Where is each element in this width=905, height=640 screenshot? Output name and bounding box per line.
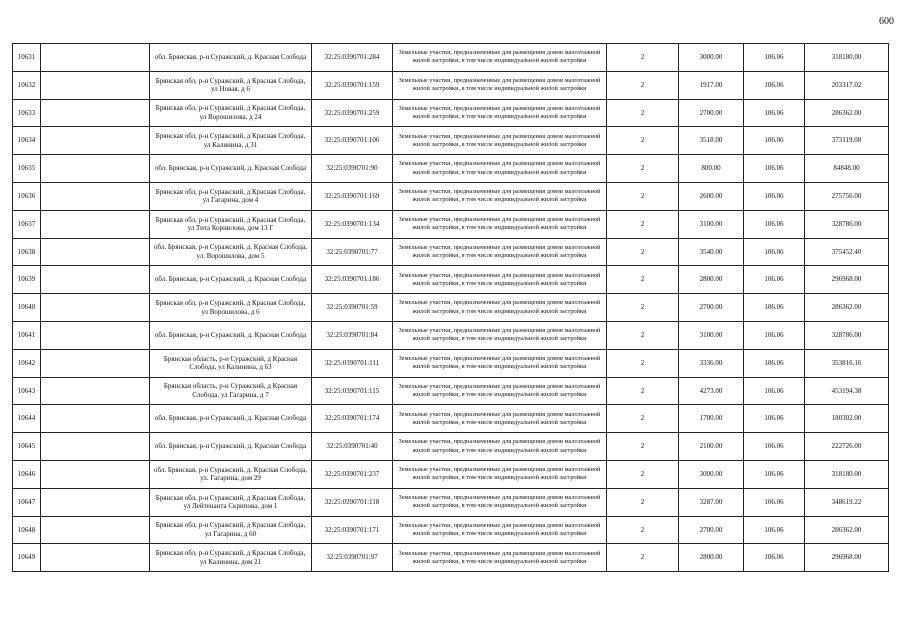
land-purpose-cell: Земельные участки, предназначенные для размещения домов малоэтажной жилой застройки, в том числе индивидуальной жилой застройки <box>393 433 607 461</box>
row-number-cell: 10642 <box>13 349 41 377</box>
spacer-cell <box>41 155 150 183</box>
cadastral-value-cell: 180302.00 <box>805 405 889 433</box>
cadastral-number-cell: 32:25:0390701:159 <box>312 71 393 99</box>
area-cell: 3100.00 <box>679 210 744 238</box>
address-cell: Брянская обл, р-н Суражский, д Красная Слобода, ул Гагарина, дом 4 <box>150 182 312 210</box>
land-purpose-cell: Земельные участки, предназначенные для размещения домов малоэтажной жилой застройки, в том числе индивидуальной жилой застройки <box>393 127 607 155</box>
table-row <box>13 266 889 294</box>
land-purpose-cell: Земельные участки, предназначенные для размещения домов малоэтажной жилой застройки, в том числе индивидуальной жилой застройки <box>393 238 607 266</box>
cadastral-value-cell: 275756.00 <box>805 182 889 210</box>
row-number-cell: 10636 <box>13 182 41 210</box>
cadastral-value-cell: 318180.00 <box>805 460 889 488</box>
cadastral-number-cell: 32:25:0390701:77 <box>312 238 393 266</box>
land-purpose-cell: Земельные участки, предназначенные для размещения домов малоэтажной жилой застройки, в том числе индивидуальной жилой застройки <box>393 488 607 516</box>
cadastral-value-cell: 353816.16 <box>805 349 889 377</box>
group-cell: 2 <box>607 405 679 433</box>
table-row <box>13 210 889 238</box>
row-number-cell: 10633 <box>13 99 41 127</box>
address-cell: Брянская обл, р-н Суражский, д Красная Слобода, ул Лейтенанта Скрипова, дом 1 <box>150 488 312 516</box>
cadastral-number-cell: 32:25:0390701:59 <box>312 294 393 322</box>
area-cell: 3518.00 <box>679 127 744 155</box>
table-row <box>13 433 889 461</box>
spacer-cell <box>41 321 150 349</box>
row-number-cell: 10643 <box>13 377 41 405</box>
area-cell: 2700.00 <box>679 516 744 544</box>
cadastral-value-cell: 375452.40 <box>805 238 889 266</box>
address-cell: обл. Брянская, р-н Суражский, д. Красная Слобода <box>150 433 312 461</box>
address-cell: обл. Брянская, р-н Суражский, д. Красная Слобода <box>150 155 312 183</box>
cadastral-value-cell: 296968.00 <box>805 544 889 572</box>
address-cell: Брянская область, р-н Суражский, д Красная Слобода, ул Гагарина, д 7 <box>150 377 312 405</box>
table-row <box>13 488 889 516</box>
spacer-cell <box>41 238 150 266</box>
area-cell: 2700.00 <box>679 99 744 127</box>
table-row <box>13 99 889 127</box>
rate-cell: 106.06 <box>744 44 805 72</box>
group-cell: 2 <box>607 155 679 183</box>
spacer-cell <box>41 266 150 294</box>
table-row <box>13 182 889 210</box>
land-purpose-cell: Земельные участки, предназначенные для размещения домов малоэтажной жилой застройки, в том числе индивидуальной жилой застройки <box>393 516 607 544</box>
rate-cell: 106.06 <box>744 266 805 294</box>
area-cell: 3000.00 <box>679 460 744 488</box>
table-row <box>13 460 889 488</box>
area-cell: 3100.00 <box>679 321 744 349</box>
spacer-cell <box>41 71 150 99</box>
rate-cell: 106.06 <box>744 544 805 572</box>
land-purpose-cell: Земельные участки, предназначенные для размещения домов малоэтажной жилой застройки, в том числе индивидуальной жилой застройки <box>393 182 607 210</box>
area-cell: 2100.00 <box>679 433 744 461</box>
rate-cell: 106.06 <box>744 377 805 405</box>
table-body <box>13 44 889 572</box>
address-cell: обл. Брянская, р-н Суражский, д. Красная Слобода, ул. Гагарина, дом 29 <box>150 460 312 488</box>
address-cell: Брянская обл, р-н Суражский, д Красная Слобода, ул Калинина, д 31 <box>150 127 312 155</box>
table-row <box>13 294 889 322</box>
cadastral-number-cell: 32:25:0390701:118 <box>312 488 393 516</box>
group-cell: 2 <box>607 210 679 238</box>
table-row <box>13 544 889 572</box>
rate-cell: 106.06 <box>744 71 805 99</box>
area-cell: 3000.00 <box>679 44 744 72</box>
rate-cell: 106.06 <box>744 516 805 544</box>
land-purpose-cell: Земельные участки, предназначенные для размещения домов малоэтажной жилой застройки, в том числе индивидуальной жилой застройки <box>393 99 607 127</box>
cadastral-value-cell: 203317.02 <box>805 71 889 99</box>
spacer-cell <box>41 433 150 461</box>
group-cell: 2 <box>607 544 679 572</box>
area-cell: 800.00 <box>679 155 744 183</box>
area-cell: 2800.00 <box>679 266 744 294</box>
rate-cell: 106.06 <box>744 238 805 266</box>
address-cell: обл. Брянская, р-н Суражский, д. Красная Слобода <box>150 266 312 294</box>
cadastral-number-cell: 32:25:0390701:111 <box>312 349 393 377</box>
spacer-cell <box>41 516 150 544</box>
area-cell: 1700.00 <box>679 405 744 433</box>
cadastral-value-cell: 373119.08 <box>805 127 889 155</box>
rate-cell: 106.06 <box>744 488 805 516</box>
cadastral-number-cell: 32:25:0390701:40 <box>312 433 393 461</box>
cadastral-value-cell: 328786.00 <box>805 210 889 238</box>
table-row <box>13 127 889 155</box>
cadastral-value-cell: 328786.00 <box>805 321 889 349</box>
group-cell: 2 <box>607 516 679 544</box>
rate-cell: 106.06 <box>744 460 805 488</box>
rate-cell: 106.06 <box>744 155 805 183</box>
row-number-cell: 10641 <box>13 321 41 349</box>
land-purpose-cell: Земельные участки, предназначенные для размещения домов малоэтажной жилой застройки, в том числе индивидуальной жилой застройки <box>393 377 607 405</box>
address-cell: обл. Брянская, р-н Суражский, д. Красная Слобода, ул. Ворошилова, дом 5 <box>150 238 312 266</box>
group-cell: 2 <box>607 460 679 488</box>
land-registry-table <box>12 43 889 572</box>
cadastral-number-cell: 32:25:0390701:84 <box>312 321 393 349</box>
row-number-cell: 10634 <box>13 127 41 155</box>
rate-cell: 106.06 <box>744 127 805 155</box>
spacer-cell <box>41 405 150 433</box>
spacer-cell <box>41 127 150 155</box>
row-number-cell: 10635 <box>13 155 41 183</box>
rate-cell: 106.06 <box>744 99 805 127</box>
rate-cell: 106.06 <box>744 210 805 238</box>
cadastral-value-cell: 222726.00 <box>805 433 889 461</box>
group-cell: 2 <box>607 71 679 99</box>
address-cell: обл. Брянская, р-н Суражский, д. Красная Слобода <box>150 44 312 72</box>
table-row <box>13 377 889 405</box>
land-purpose-cell: Земельные участки, предназначенные для размещения домов малоэтажной жилой застройки, в том числе индивидуальной жилой застройки <box>393 294 607 322</box>
address-cell: обл. Брянская, р-н Суражский, д. Красная Слобода <box>150 321 312 349</box>
area-cell: 3287.00 <box>679 488 744 516</box>
table-row <box>13 321 889 349</box>
rate-cell: 106.06 <box>744 433 805 461</box>
table-row <box>13 71 889 99</box>
table-row <box>13 349 889 377</box>
spacer-cell <box>41 44 150 72</box>
cadastral-value-cell: 286362.00 <box>805 516 889 544</box>
rate-cell: 106.06 <box>744 349 805 377</box>
group-cell: 2 <box>607 488 679 516</box>
area-cell: 2800.00 <box>679 544 744 572</box>
land-purpose-cell: Земельные участки, предназначенные для размещения домов малоэтажной жилой застройки, в том числе индивидуальной жилой застройки <box>393 155 607 183</box>
row-number-cell: 10649 <box>13 544 41 572</box>
address-cell: Брянская область, р-н Суражский, д Красная Слобода, ул Калинина, д 63 <box>150 349 312 377</box>
group-cell: 2 <box>607 238 679 266</box>
spacer-cell <box>41 488 150 516</box>
group-cell: 2 <box>607 433 679 461</box>
area-cell: 2600.00 <box>679 182 744 210</box>
cadastral-value-cell: 348619.22 <box>805 488 889 516</box>
spacer-cell <box>41 460 150 488</box>
row-number-cell: 10637 <box>13 210 41 238</box>
cadastral-number-cell: 32:25:0390701:174 <box>312 405 393 433</box>
land-purpose-cell: Земельные участки, предназначенные для размещения домов малоэтажной жилой застройки, в том числе индивидуальной жилой застройки <box>393 266 607 294</box>
group-cell: 2 <box>607 127 679 155</box>
row-number-cell: 10648 <box>13 516 41 544</box>
cadastral-number-cell: 32:25:0390701:186 <box>312 266 393 294</box>
land-purpose-cell: Земельные участки, предназначенные для размещения домов малоэтажной жилой застройки, в том числе индивидуальной жилой застройки <box>393 44 607 72</box>
rate-cell: 106.06 <box>744 405 805 433</box>
land-purpose-cell: Земельные участки, предназначенные для размещения домов малоэтажной жилой застройки, в том числе индивидуальной жилой застройки <box>393 210 607 238</box>
cadastral-value-cell: 84848.00 <box>805 155 889 183</box>
cadastral-value-cell: 296968.00 <box>805 266 889 294</box>
row-number-cell: 10631 <box>13 44 41 72</box>
row-number-cell: 10632 <box>13 71 41 99</box>
group-cell: 2 <box>607 321 679 349</box>
land-purpose-cell: Земельные участки, предназначенные для размещения домов малоэтажной жилой застройки, в том числе индивидуальной жилой застройки <box>393 321 607 349</box>
group-cell: 2 <box>607 349 679 377</box>
spacer-cell <box>41 377 150 405</box>
spacer-cell <box>41 210 150 238</box>
spacer-cell <box>41 544 150 572</box>
land-purpose-cell: Земельные участки, предназначенные для размещения домов малоэтажной жилой застройки, в том числе индивидуальной жилой застройки <box>393 349 607 377</box>
cadastral-number-cell: 32:25:0390701:90 <box>312 155 393 183</box>
cadastral-number-cell: 32:25:0390701:169 <box>312 182 393 210</box>
table-row <box>13 405 889 433</box>
cadastral-number-cell: 32:25:0390701:284 <box>312 44 393 72</box>
rate-cell: 106.06 <box>744 182 805 210</box>
cadastral-number-cell: 32:25:0390701:237 <box>312 460 393 488</box>
row-number-cell: 10638 <box>13 238 41 266</box>
cadastral-value-cell: 318180.00 <box>805 44 889 72</box>
spacer-cell <box>41 349 150 377</box>
row-number-cell: 10647 <box>13 488 41 516</box>
rate-cell: 106.06 <box>744 294 805 322</box>
cadastral-value-cell: 286362.00 <box>805 294 889 322</box>
cadastral-value-cell: 286362.00 <box>805 99 889 127</box>
address-cell: Брянская обл, р-н Суражский, д Красная Слобода, ул Калинина, дом 21 <box>150 544 312 572</box>
group-cell: 2 <box>607 182 679 210</box>
cadastral-number-cell: 32:25:0390701:134 <box>312 210 393 238</box>
spacer-cell <box>41 294 150 322</box>
table-row <box>13 44 889 72</box>
cadastral-number-cell: 32:25:0390701:97 <box>312 544 393 572</box>
cadastral-value-cell: 453194.38 <box>805 377 889 405</box>
row-number-cell: 10639 <box>13 266 41 294</box>
address-cell: Брянская обл, р-н Суражский, д Красная Слобода, ул Тита Корнилова, дом 13 Г <box>150 210 312 238</box>
cadastral-number-cell: 32:25:0390701:259 <box>312 99 393 127</box>
land-purpose-cell: Земельные участки, предназначенные для размещения домов малоэтажной жилой застройки, в том числе индивидуальной жилой застройки <box>393 544 607 572</box>
table-row <box>13 516 889 544</box>
area-cell: 3540.00 <box>679 238 744 266</box>
row-number-cell: 10645 <box>13 433 41 461</box>
group-cell: 2 <box>607 377 679 405</box>
row-number-cell: 10644 <box>13 405 41 433</box>
address-cell: Брянская обл, р-н Суражский, д Красная Слобода, ул Новая, д 6 <box>150 71 312 99</box>
area-cell: 2700.00 <box>679 294 744 322</box>
address-cell: Брянская обл, р-н Суражский, д Красная Слобода, ул Гагарина, д 60 <box>150 516 312 544</box>
area-cell: 4273.00 <box>679 377 744 405</box>
rate-cell: 106.06 <box>744 321 805 349</box>
row-number-cell: 10640 <box>13 294 41 322</box>
page-number: 600 <box>879 16 894 27</box>
land-purpose-cell: Земельные участки, предназначенные для размещения домов малоэтажной жилой застройки, в том числе индивидуальной жилой застройки <box>393 460 607 488</box>
land-purpose-cell: Земельные участки, предназначенные для размещения домов малоэтажной жилой застройки, в том числе индивидуальной жилой застройки <box>393 71 607 99</box>
group-cell: 2 <box>607 266 679 294</box>
address-cell: Брянская обл, р-н Суражский, д Красная Слобода, ул Ворошилова, д 24 <box>150 99 312 127</box>
group-cell: 2 <box>607 44 679 72</box>
area-cell: 1917.00 <box>679 71 744 99</box>
land-purpose-cell: Земельные участки, предназначенные для размещения домов малоэтажной жилой застройки, в том числе индивидуальной жилой застройки <box>393 405 607 433</box>
table-row <box>13 238 889 266</box>
cadastral-number-cell: 32:25:0390701:106 <box>312 127 393 155</box>
row-number-cell: 10646 <box>13 460 41 488</box>
group-cell: 2 <box>607 99 679 127</box>
spacer-cell <box>41 99 150 127</box>
spacer-cell <box>41 182 150 210</box>
table-row <box>13 155 889 183</box>
cadastral-number-cell: 32:25:0390701:115 <box>312 377 393 405</box>
address-cell: обл. Брянская, р-н Суражский, д. Красная Слобода <box>150 405 312 433</box>
group-cell: 2 <box>607 294 679 322</box>
area-cell: 3336.00 <box>679 349 744 377</box>
address-cell: Брянская обл, р-н Суражский, д Красная Слобода, ул Ворошилова, д 6 <box>150 294 312 322</box>
cadastral-number-cell: 32:25:0390701:171 <box>312 516 393 544</box>
